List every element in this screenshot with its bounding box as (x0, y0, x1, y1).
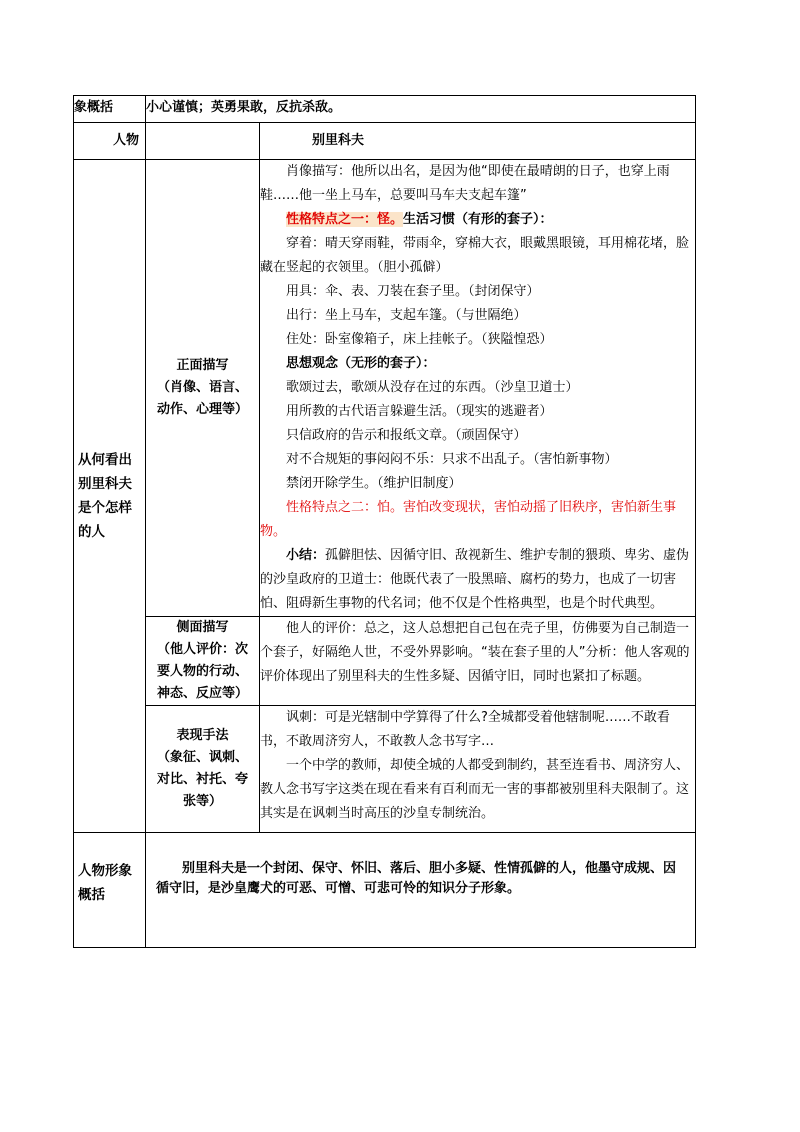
items-text: 用具：伞、表、刀装在套子里。（封闭保守） (286, 284, 540, 299)
dwelling-text: 住处：卧室像箱子，床上挂帐子。（狭隘惶恐） (286, 332, 553, 347)
trait1-highlight: 性格特点之一：怪。 (286, 212, 404, 227)
summary-body: 孤僻胆怯、因循守旧、敌视新生、维护专制的猥琐、卑劣、虚伪的沙皇政府的卫道士：他既代表了一股黑暗、腐朽的势力，也成了一切害怕、阻碍新生事物的代名词；他不仅是个性格典型，也是个时代典型。 (260, 548, 690, 611)
side-label (146, 617, 260, 706)
row-direct (74, 160, 696, 617)
section-main-line: 别里科夫 (78, 476, 132, 492)
row-technique (74, 706, 696, 833)
summary-label: 象概括 (74, 96, 146, 123)
row-summary (74, 96, 696, 123)
section-main-label (74, 160, 146, 833)
section-main-line: 是个怎样 (78, 500, 132, 516)
side-text: 他人的评价：总之，这人总想把自己包在壳子里，仿佛要为自己制造一个套子，好隔绝人世，不受外界影响。“装在套子里的人”分析：他人客观的评价体现出了别里科夫的生性多疑、因循守旧，同时也紧扣了标题。 (260, 621, 690, 684)
travel-text: 出行：坐上马车，支起车篷。（与世隔绝） (286, 308, 527, 323)
portrait-text: 肖像描写：他所以出名，是因为他“即使在最晴朗的日子，也穿上雨鞋……他一坐上马车，总要叫马车夫支起车篷” (260, 164, 670, 203)
technique-label-line: 张等） (182, 794, 222, 809)
idea-3: 只信政府的告示和报纸文章。（顽固保守） (286, 428, 527, 443)
technique-label-line: 对比、衬托、夸 (156, 772, 248, 787)
dress-text: 穿着：晴天穿雨鞋，带雨伞，穿棉大衣，眼戴黑眼镜，耳用棉花堵，脸藏在竖起的衣领里。（胆小孤僻） (260, 236, 690, 275)
person-empty-cell (146, 123, 260, 160)
image-summary-text: 别里科夫是一个封闭、保守、怀旧、落后、胆小多疑、性情孤僻的人，他墨守成规、因循守旧，是沙皇鹰犬的可恶、可憎、可悲可怜的知识分子形象。 (146, 833, 696, 948)
side-label-line: 神态、反应等） (156, 686, 248, 701)
direct-label-line: 正面描写 (176, 358, 229, 373)
trait1-rest: 生活习惯（有形的套子）： (403, 212, 553, 227)
row-image-summary (74, 833, 696, 948)
image-summary-label (74, 833, 146, 948)
idea-2: 用所教的古代语言躲避生活。（现实的逃避者） (286, 404, 553, 419)
technique-text-2: 一个中学的教师，却使全城的人都受到制约，甚至连看书、周济穷人、教人念书写字这类在现在看来有百利而无一害的事都被别里科夫限制了。这其实是在讽刺当时高压的沙皇专制统治。 (260, 758, 690, 821)
direct-label-line: 动作、心理等） (156, 402, 248, 417)
technique-content (260, 706, 696, 833)
section-main-line: 的人 (78, 524, 105, 540)
side-content (260, 617, 696, 706)
summary-tag: 小结： (286, 548, 326, 563)
section-main-line: 从何看出 (78, 452, 132, 468)
idea-4: 对不合规矩的事闷闷不乐：只求不出乱子。（害怕新事物） (286, 452, 618, 467)
person-label: 人物 (74, 123, 146, 160)
trait1-line (260, 208, 695, 232)
technique-label-line: 表现手法 (176, 728, 229, 743)
image-summary-label-line: 人物形象 (78, 863, 132, 879)
row-side (74, 617, 696, 706)
summary-value: 小心谨慎；英勇果敢，反抗杀敌。 (146, 96, 696, 123)
analysis-table (73, 95, 696, 948)
direct-label (146, 160, 260, 617)
ideas-title: 思想观念（无形的套子）： (286, 356, 436, 371)
image-summary-label-line: 概括 (78, 887, 105, 903)
direct-content (260, 160, 696, 617)
trait2-text: 性格特点之二：怕。害怕改变现状，害怕动摇了旧秩序，害怕新生事物。 (260, 500, 677, 539)
person-name: 别里科夫 (260, 123, 696, 160)
summary-paragraph (260, 544, 695, 616)
side-label-line: 要人物的行动、 (156, 664, 248, 679)
idea-1: 歌颂过去，歌颂从没存在过的东西。（沙皇卫道士） (286, 380, 579, 395)
side-label-line: 侧面描写 (176, 620, 229, 635)
direct-label-line: （肖像、语言、 (156, 380, 248, 395)
technique-label (146, 706, 260, 833)
idea-5: 禁闭开除学生。（维护旧制度） (286, 476, 462, 491)
technique-label-line: （象征、讽刺、 (156, 750, 248, 765)
side-label-line: （他人评价：次 (156, 642, 248, 657)
technique-text-1: 讽刺：可是光辖制中学算得了什么?全城都受着他辖制呢……不敢看书，不敢周济穷人，不敢教人念书写字… (260, 710, 670, 749)
row-person (74, 123, 696, 160)
